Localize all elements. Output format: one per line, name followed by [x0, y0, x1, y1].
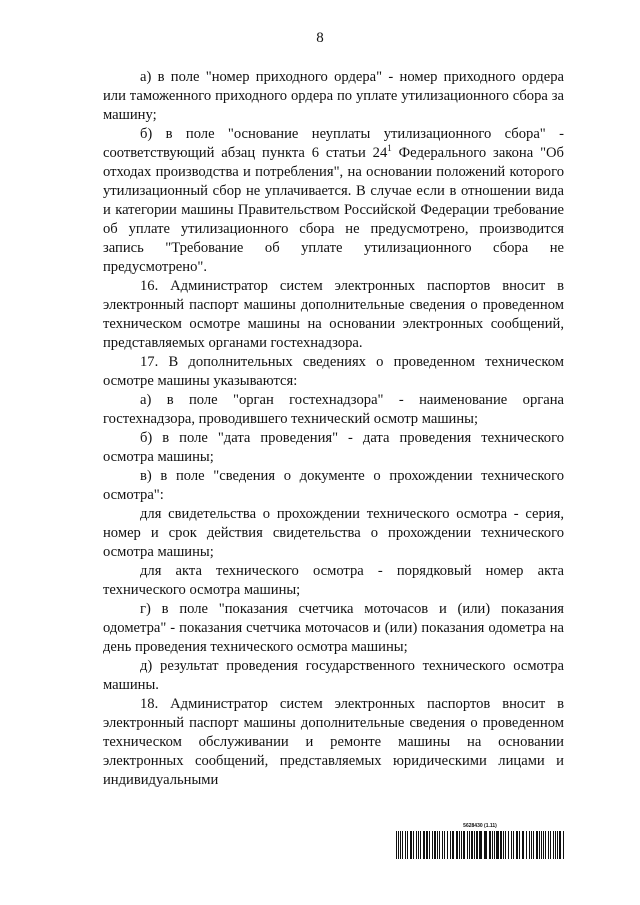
paragraph-16: 16. Администратор систем электронных паспортов вносит в электронный паспорт машины дополнительные сведения о проведенном техническом осмотре машины на основании электронных сообщений, представляемых органами гостехнадзора.	[103, 278, 564, 351]
paragraph-17e: д) результат проведения государственного технического осмотра машины.	[103, 658, 564, 693]
paragraph-18: 18. Администратор систем электронных паспортов вносит в электронный паспорт машины дополнительные сведения о проведенном техническом обслуживании и ремонте машины на основании электронных сообщений, представляемых юридическими лицами и индивидуальными	[103, 696, 564, 788]
barcode-block	[396, 823, 564, 859]
superscript-1: 1	[387, 143, 392, 153]
barcode-image	[396, 831, 564, 859]
paragraph-17d: г) в поле "показания счетчика моточасов и (или) показания одометра" - показания счетчика моточасов и (или) показания одометра на день проведения технического осмотра машины;	[103, 601, 564, 655]
paragraph-17c-certificate: для свидетельства о прохождении технического осмотра - серия, номер и срок действия свидетельства о прохождении технического осмотра машины;	[103, 506, 564, 560]
paragraph-b-basis-text-1: б) в поле "основание неуплаты утилизационного сбора" - соответствующий абзац пункта 6 статьи 24	[103, 126, 564, 161]
paragraph-17c: в) в поле "сведения о документе о прохождении технического осмотра":	[103, 468, 564, 503]
paragraph-17b: б) в поле "дата проведения" - дата проведения технического осмотра машины;	[103, 430, 564, 465]
paragraph-17a: а) в поле "орган гостехнадзора" - наименование органа гостехнадзора, проводившего технический осмотр машины;	[103, 392, 564, 427]
paragraph-a-order: а) в поле "номер приходного ордера" - номер приходного ордера или таможенного приходного ордера по уплате утилизационного сбора за машину;	[103, 69, 564, 123]
barcode-label: 5628430 (1.11)	[463, 823, 497, 829]
document-body	[103, 68, 564, 790]
page-number: 8	[316, 30, 324, 46]
paragraph-17c-act: для акта технического осмотра - порядковый номер акта технического осмотра машины;	[103, 563, 564, 598]
paragraph-b-basis	[103, 125, 564, 277]
paragraph-17: 17. В дополнительных сведениях о проведенном техническом осмотре машины указываются:	[103, 354, 564, 389]
paragraph-b-basis-text-2: Федерального закона "Об отходах производства и потребления", на основании положений которого утилизационный сбор не уплачивается. В случае если в отношении вида и категории машины Правительством Российской Федерации требование об уплате утилизационного сбора не предусмотрено, производится запись "Требование об уплате утилизационного сбора не предусмотрено".	[103, 145, 564, 275]
